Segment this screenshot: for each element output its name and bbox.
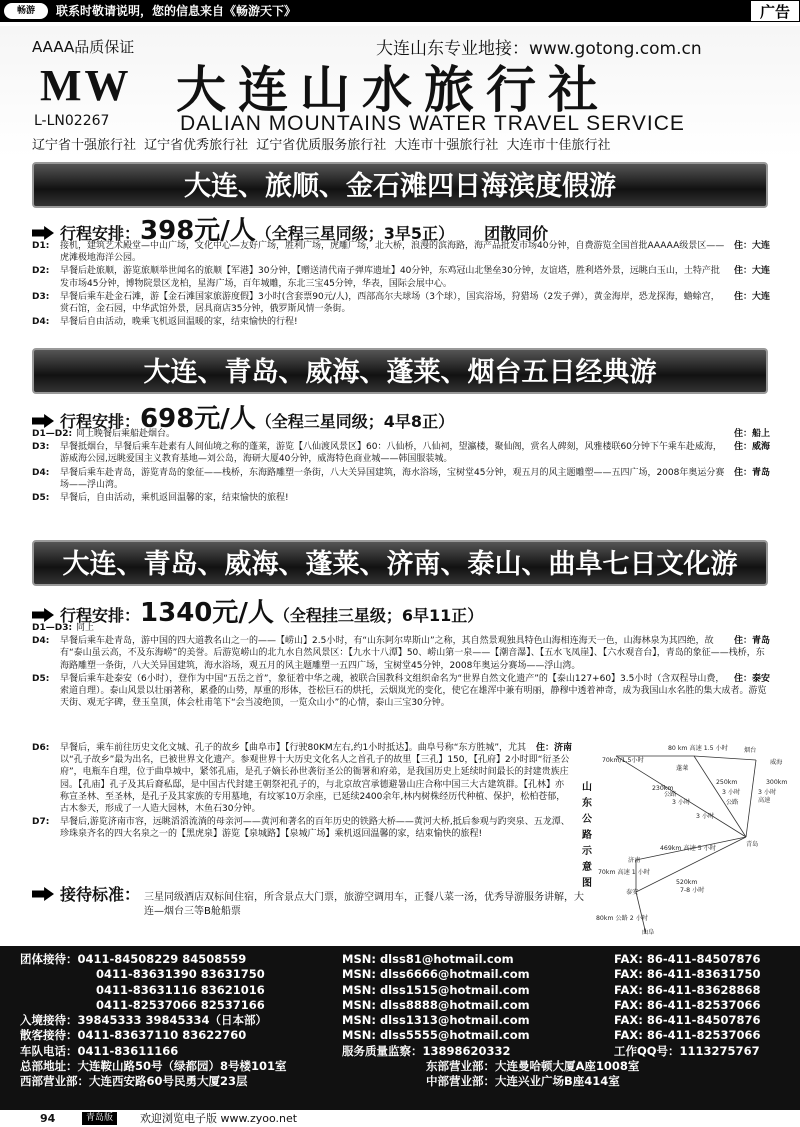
itinerary-day: D2: 住：大连 早餐后赴旅顺，游览旅顺举世闻名的旅顺【军港】30分钟，【赠送清代南子弹库遗址】40分钟，东鸡冠山北堡垒30分钟，友谊塔，胜利塔外景，远眺白玉山，土特产批发市场45分钟，博物院景区龙柏，星海广场，百年城雕，东北三宝45分钟，华表，国际会展中心。: [32, 266, 770, 289]
tour-price-note: （全程挂三星级；6早11正）: [273, 606, 484, 625]
itinerary-day: D4: 住：青岛 早餐后乘车赴青岛，游中国的四大道教名山之一的——【崂山】2.5小时，有“山东阿尔卑斯山”之称，其自然景观独具特色山海相连海天一色，山海林泉为其四绝，故有“泰山虽云高，不及东海崂”的美誉。后游览崂山的北九水自然风景区：【九水十八潭】50、崂山第一泉——【潮音瀑】、【五水飞凤崖】、【六水观音台】，青岛的象征——栈桥，东海路雕塑一条街，八大关异国建筑，海水浴场，观五月的风主题雕塑一五四广场，宝树堂45分钟，2008年奥运分赛场——浮山湾。: [32, 636, 770, 671]
arrow-icon: [32, 887, 54, 901]
map-label: 高速: [758, 797, 771, 804]
license-number: L-LN02267: [34, 113, 110, 129]
fax-line: FAX: 86-411-83631750: [614, 967, 761, 982]
website-link[interactable]: www.gotong.com.cn: [529, 39, 702, 59]
map-label: 80km 公路 2 小时: [596, 915, 649, 922]
contact-line: 工作QQ号：1113275767: [614, 1043, 760, 1058]
tour-itinerary: [32, 622, 770, 710]
company-english-name: DALIAN MOUNTAINS WATER TRAVEL SERVICE: [180, 112, 685, 135]
fax-line: FAX: 86-411-82537066: [614, 997, 761, 1012]
map-road: [636, 892, 646, 934]
reception-standard-text: 三星同级酒店双标间住宿，所含景点大门票，旅游空调用车，正餐八菜一汤，优秀导游服务讲解，大连—烟台三等B舱船票: [144, 892, 584, 917]
map-label: 70km/1.5小时: [602, 757, 644, 764]
map-vertical-title: 山东公路示意图: [582, 782, 592, 889]
msn-line[interactable]: MSN: dlss6666@hotmail.com: [342, 967, 530, 982]
map-label: 250km: [716, 779, 738, 786]
tour-price-extra: 团散同价: [484, 224, 549, 243]
tour-price: 1340元/人: [140, 598, 274, 628]
map-label: 80 km 高速 1.5 小时: [668, 745, 728, 752]
fax-line: FAX: 86-411-84507876: [614, 1013, 761, 1028]
fax-line: FAX: 86-411-82537066: [614, 1028, 761, 1043]
map-label: 469km 高速 5 小时: [660, 845, 717, 852]
map-label: 520km: [676, 879, 698, 886]
map-label: 泰安: [626, 889, 639, 896]
contact-line: 团体接待：0411-84508229 84508559: [20, 952, 247, 966]
tour-price-note: （全程三星同级；4早8正）: [255, 412, 455, 431]
reception-standard-label: 接待标准：: [32, 887, 140, 902]
company-name: 大连山水旅行社: [176, 60, 610, 119]
map-label: 曲阜: [642, 929, 655, 936]
map-label: 70km 高速 1 小时: [598, 869, 651, 876]
itinerary-day: D6: 住：济南 早餐后，乘车前往历史文化文城、孔子的故乡【曲阜市】【行驶80KM左右,约1小时抵达】。曲阜号称“东方胜城”，尤其以“孔子故乡”最为出名，已被世界文化遗产。参观世界十大历史文化名人之首孔子的故里【三孔】150，【孔府】2小时即“衍圣公府”，电瓶车自理，位于曲阜城中，紧邻孔庙，是孔子嫡长孙世袭衍圣公的衙署和府弟，是我国历史上延续时间最长的封建贵族庄园。【孔庙】孔子及其后裔私邸，是中国古代封建王朝祭祀孔子的，与北京故宫承德避暑山庄合称中国三大古建筑群。【孔林】亦称宣圣林、至圣林，是孔子及其家族的专用墓地，有坟冢10万余座，已延续2400余年,林内树株经历代种植、保护，松柏苍郁，古木参天，形成了一人造大园林，木鱼石30分钟。: [32, 743, 572, 815]
itinerary-day: D1: 住：大连 接机，建筑艺术殿堂—中山广场，文化中心—友好广场，胜利广场，虎雕广场，北大桥，浪漫的滨海路，海产品批发市场40分钟，自费游览全国首批AAAAA级景区——虎滩极地海洋公园。: [32, 241, 770, 264]
msn-line[interactable]: MSN: dlss1515@hotmail.com: [342, 982, 530, 997]
map-label: 公路: [726, 799, 739, 806]
contact-section: [0, 946, 800, 1110]
itinerary-day: D5: 住：泰安 早餐后乘车赴泰安（6小时），登作为中国“五岳之首”，象征着中华之魂，被联合国教科文组织命名为“世界自然文化遗产”的【泰山127+60】3.5小时（含双程导山费，索道自理）。泰山风景以壮丽著称，累叠的山势，厚重的形体，苍松巨石的烘托，云烟岚光的变化，使它在雄浑中兼有明丽，静穆中透着神奇，成为我国山水名胜的集大成者。游览天街、观无字碑，登玉皇顶，体会杜甫笔下“会当凌绝顶，一览众山小”的心情，泰山三宝30分钟。: [32, 673, 770, 709]
tour-itinerary: [32, 240, 770, 329]
contact-line: 服务质量监察：13898620332: [342, 1043, 511, 1058]
quality-label: AAAA品质保证: [32, 38, 135, 56]
itinerary-day: D7: 早餐后,游览济南市容，远眺滔滔流淌的母亲河——黄河和著名的百年历史的铁路大桥——黄河大桥,抵后参观与趵突泉、五龙潭、珍珠泉齐名的四大名泉之一的【黑虎泉】游览【泉城路】【泉城广场】乘机返回温馨的家，结束愉快的旅程!: [32, 817, 570, 840]
arrow-icon: [32, 414, 54, 428]
map-label: 济南: [628, 857, 641, 864]
tour-title-banner: 大连、旅顺、金石滩四日海滨度假游: [32, 162, 768, 208]
schedule-label: 行程安排：: [60, 224, 141, 243]
contact-line: 中部营业部：大连兴业广场B座414室: [426, 1074, 620, 1089]
mw-logo: MW: [40, 61, 132, 110]
map-label: 3 小时: [722, 789, 741, 796]
tour-itinerary: [32, 428, 770, 505]
map-label: 烟台: [744, 747, 757, 754]
website-line: [376, 34, 702, 59]
map-label: 3 小时: [758, 789, 777, 796]
top-slogan: 联系时敬请说明，您的信息来自《畅游天下》: [56, 4, 297, 18]
contact-line: 总部地址：大连鞍山路50号（绿都园）8号楼101室: [20, 1059, 287, 1074]
fax-line: FAX: 86-411-83628868: [614, 982, 761, 997]
page-number: 94: [40, 1112, 56, 1125]
map-road: [694, 756, 756, 760]
map-label: 蓬莱: [676, 765, 689, 772]
tour-title-banner: 大连、青岛、威海、蓬莱、烟台五日经典游: [32, 348, 768, 394]
contact-line: 0411-82537066 82537166: [96, 997, 265, 1012]
contact-line: 入境接待：39845333 39845334（日本部）: [20, 1013, 268, 1028]
schedule-label: 行程安排：: [60, 606, 141, 625]
contact-line: 散客接待：0411-83637110 83622760: [20, 1028, 247, 1043]
arrow-icon: [32, 608, 54, 622]
itinerary-day: D4: 早餐后自由活动，晚乘飞机返回温暖的家，结束愉快的行程!: [32, 317, 298, 328]
map-label: 青岛: [746, 841, 759, 848]
magazine-logo: 畅游: [4, 3, 48, 19]
msn-line[interactable]: MSN: dlss1313@hotmail.com: [342, 1013, 530, 1028]
contact-line: 东部营业部：大连曼哈顿大厦A座1008室: [426, 1059, 640, 1074]
tour-itinerary-continued: [32, 742, 572, 842]
arrow-icon: [32, 226, 54, 240]
contact-msn: [342, 952, 639, 1090]
itinerary-day: D4: 住：青岛 早餐后乘车赴青岛，游览青岛的象征——栈桥，东海路雕塑一条街，八大关异国建筑，海水浴场，宝树堂45分钟，观五月的风主题雕塑——五四广场，2008年奥运分赛场——浮山湾。: [32, 467, 770, 490]
itinerary-day: D3: 住：大连 早餐后乘车赴金石滩，游【金石滩国家旅游度假】3小时(含套票90元/人)，西部高尔夫球场（3个球），国宾浴场，狩猎场（2发子弹），黄金海岸，恐龙探海，蟾蜍宫，赏石馆，金石园，中华武馆外景，居具商店35分钟，俄罗斯风情一条街。: [32, 291, 770, 315]
itinerary-day: D5: 早餐后，自由活动，乘机返回温馨的家，结束愉快的旅程!: [32, 493, 289, 504]
contact-line: 0411-83631390 83631750: [96, 967, 265, 982]
tour-price: 398元/人: [140, 216, 256, 246]
map-label: 公路: [664, 791, 677, 798]
tour-title-banner: 大连、青岛、威海、蓬莱、济南、泰山、曲阜七日文化游: [32, 540, 768, 586]
shandong-road-map: [576, 742, 798, 938]
contact-line: 西部营业部：大连西安路60号民勇大厦23层: [20, 1074, 248, 1089]
map-label: 300km: [766, 779, 788, 786]
footer-text[interactable]: 欢迎浏览电子版 www.zyoo.net: [140, 1112, 298, 1125]
awards-line: 辽宁省十强旅行社 辽宁省优秀旅行社 辽宁省优质服务旅行社 大连市十强旅行社 大连市十佳旅行社: [32, 138, 611, 153]
tour-price-note: （全程三星同级；3早5正）: [255, 224, 455, 243]
tour-price: 698元/人: [140, 404, 256, 434]
website-label: 大连山东专业地接：: [376, 39, 529, 59]
fax-line: FAX: 86-411-84507876: [614, 952, 761, 966]
contact-line: 0411-83631116 83621016: [96, 982, 265, 997]
map-label: 3 小时: [696, 813, 715, 820]
msn-line[interactable]: MSN: dlss81@hotmail.com: [342, 952, 514, 966]
ad-tag: 广告: [750, 0, 800, 22]
contact-fax: [614, 952, 760, 1059]
page-footer: [0, 1110, 800, 1127]
edition-badge: 青岛版: [82, 1112, 117, 1125]
contact-phones: [20, 952, 287, 1090]
itinerary-day: D1—D3: 同上: [32, 623, 95, 633]
map-label: 3 小时: [672, 799, 691, 806]
msn-line[interactable]: MSN: dlss5555@hotmail.com: [342, 1028, 530, 1043]
itinerary-day: D1—D2: 住：船上 同上晚餐后乘船赴烟台。: [32, 429, 770, 439]
schedule-label: 行程安排：: [60, 412, 141, 431]
itinerary-day: D3: 住：威海 早餐抵烟台，早餐后乘车赴素有人间仙境之称的蓬莱，游览【八仙渡风景区】60：八仙桥，八仙祠，望瀛楼，聚仙阁，赏名人碑刻，风雅楼联60分钟下午乘车赴威海，游威海公园,远眺爱国主义教育基地—刘公岛，海研大厦40分钟，威海特色商业城——韩国服装城。: [32, 442, 770, 465]
contact-line: 车队电话：0411-83611166: [20, 1043, 179, 1058]
map-label: 7-8 小时: [680, 887, 705, 894]
map-label: 威海: [770, 759, 783, 766]
map-road: [694, 756, 746, 837]
map-label: 230km: [652, 785, 674, 792]
map-road: [746, 760, 756, 837]
top-bar: [0, 0, 800, 22]
msn-line[interactable]: MSN: dlss8888@hotmail.com: [342, 997, 530, 1012]
